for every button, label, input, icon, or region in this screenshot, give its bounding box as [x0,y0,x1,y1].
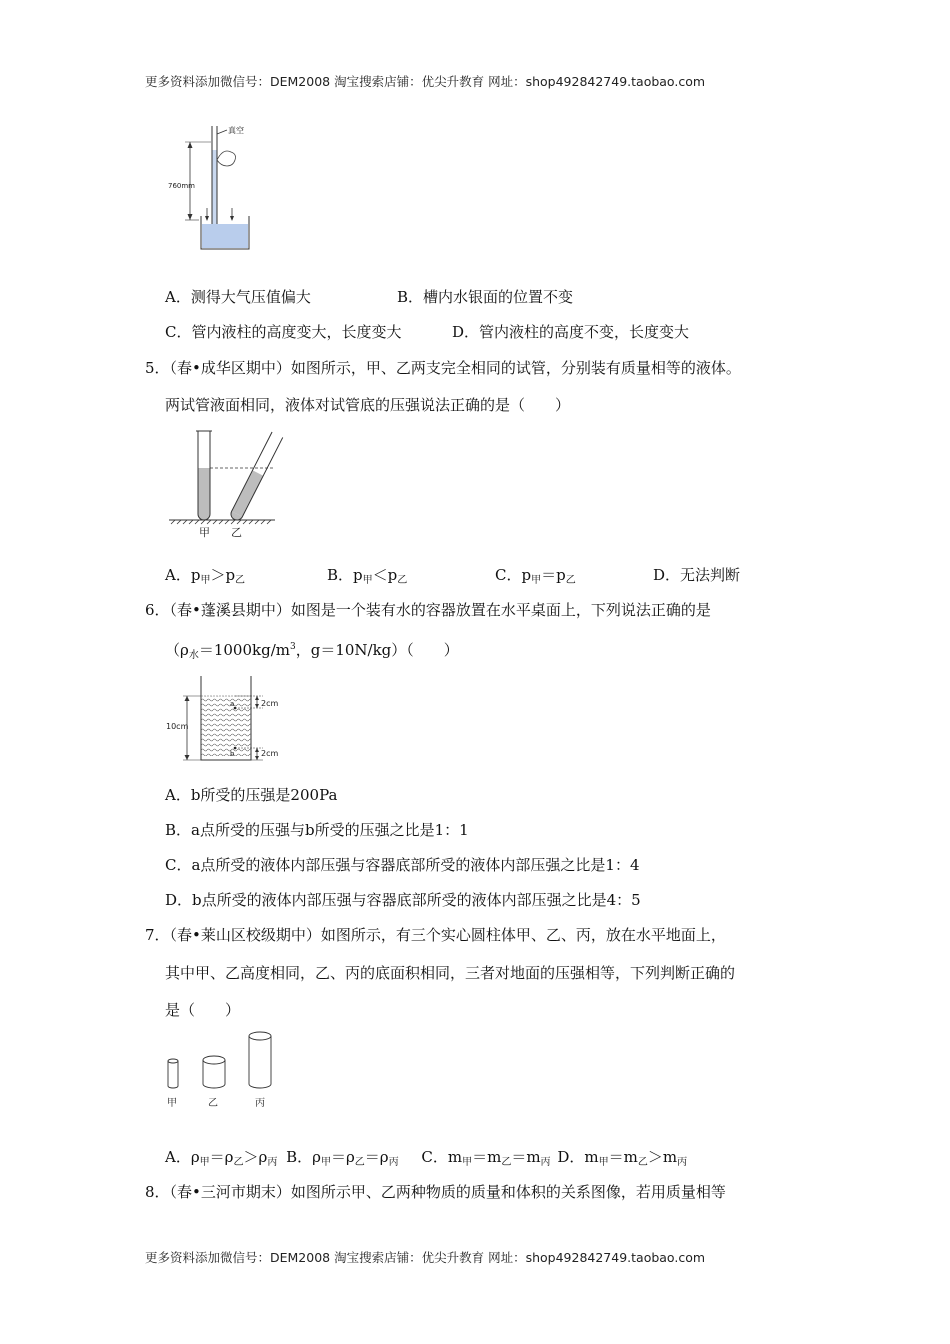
q7-option-c: C．$m_甲=m_乙=m_丙$ [421,1148,551,1168]
cylinders-figure [160,1028,290,1113]
q4-option-d: D．管内液柱的高度不变，长度变大 [452,323,690,341]
cylinder-yi [203,1056,225,1088]
label-bing: 丙 [255,1098,265,1109]
q5-option-d: D．无法判断 [653,566,741,584]
q6-stem-line2: （$\rho_水=1000kg/m^3$，g＝10N/kg）（ ） [165,641,459,661]
height-label: 10cm [166,722,189,731]
page-footer: 更多资料添加微信号：DEM2008 淘宝搜索店铺：优尖升教育 网址：shop492842749.taobao.com [145,1250,706,1265]
q7-option-a: A．$\rho_甲=\rho_乙>\rho_丙$ [165,1148,278,1168]
q4-option-a: A．测得大气压值偏大 [165,288,311,306]
mercury-trough-fill [202,224,248,248]
tube-jia-liquid [198,468,210,514]
q7-option-d: D．$m_甲=m_乙>m_丙$ [557,1148,688,1168]
cylinder-jia [168,1059,178,1088]
tube-yi [229,432,283,522]
q7-option-b: B．$\rho_甲=\rho_乙=\rho_丙$ [286,1148,399,1168]
label-jia: 甲 [167,1098,177,1109]
barometer-figure [165,120,285,255]
q7-options [165,1147,687,1170]
q5-stem-line1: 5．（春•成华区期中）如图所示，甲、乙两支完全相同的试管，分别装有质量相等的液体。 [145,359,741,377]
tube-jia-bottom [198,514,210,520]
label-jia: 甲 [199,526,210,539]
q6-option-b: B．a点所受的压强与b所受的压强之比是1：1 [165,821,469,839]
q4-option-c: C．管内液柱的高度变大，长度变大 [165,323,402,341]
hand-sketch [217,151,236,166]
q5-option-b: B．$p_甲<p_乙$ [327,566,408,586]
page-header: 更多资料添加微信号：DEM2008 淘宝搜索店铺：优尖升教育 网址：shop492842749.taobao.com [145,74,706,89]
q7-stem-line2: 其中甲、乙高度相同，乙、丙的底面积相同，三者对地面的压强相等，下列判断正确的 [165,964,736,982]
water-container-figure [165,672,295,767]
test-tubes-figure [165,428,285,543]
svg-text:b: b [230,750,235,758]
q5-option-a: A．$p_甲>p_乙$ [165,566,246,586]
svg-text:a: a [230,700,235,708]
q4-option-b: B．槽内水银面的位置不变 [397,288,574,306]
q6-option-d: D．b点所受的液体内部压强与容器底部所受的液体内部压强之比是4：5 [165,891,641,909]
q6-stem-line1: 6．（春•蓬溪县期中）如图是一个装有水的容器放置在水平桌面上，下列说法正确的是 [145,601,711,619]
q7-stem-line1: 7．（春•莱山区校级期中）如图所示，有三个实心圆柱体甲、乙、丙，放在水平地面上， [145,926,726,944]
cylinder-bing [249,1032,271,1088]
water-body [201,696,251,756]
q5-stem-line2: 两试管液面相同，液体对试管底的压强说法正确的是（ ） [165,396,571,414]
vacuum-label: 真空 [228,126,244,135]
q7-stem-line3: 是（ ） [165,1001,241,1019]
height-label: 760mm [168,182,195,190]
q8-stem-line1: 8．（春•三河市期末）如图所示甲、乙两种物质的质量和体积的关系图像，若用质量相等 [145,1183,726,1201]
top-gap-label: 2cm [261,699,279,708]
q6-option-a: A．b所受的压强是200Pa [165,786,338,804]
label-yi: 乙 [231,526,242,539]
vacuum-pointer [217,130,227,134]
bottom-gap-label: 2cm [261,749,279,758]
q5-option-c: C．$p_甲=p_乙$ [495,566,576,586]
label-yi: 乙 [208,1098,218,1109]
q6-option-c: C．a点所受的液体内部压强与容器底部所受的液体内部压强之比是1：4 [165,856,640,874]
